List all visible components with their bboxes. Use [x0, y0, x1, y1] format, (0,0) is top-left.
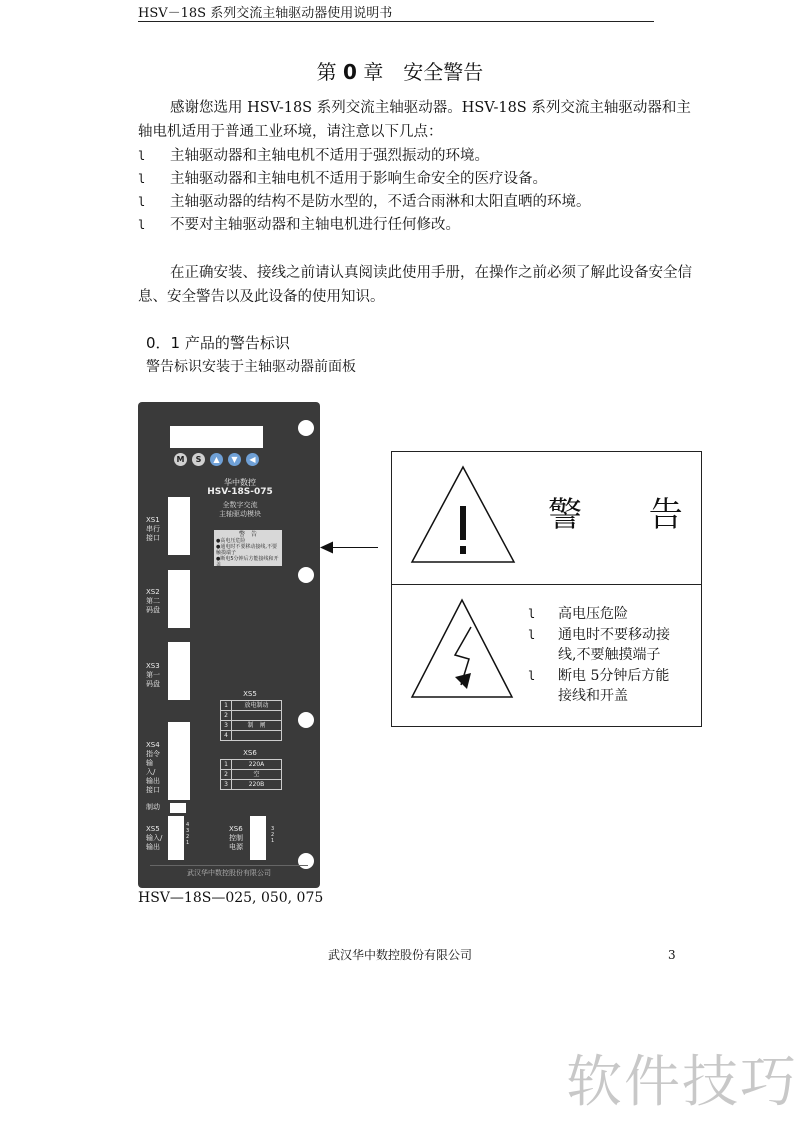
xs5-connector: [168, 816, 184, 860]
warning-sticker: [214, 530, 282, 566]
warning-title: 警 告: [548, 495, 711, 535]
drive-front-panel: [138, 402, 320, 888]
bullet-marker: l: [528, 669, 536, 683]
row-value: 制 闸: [247, 722, 266, 729]
row-number: 1: [221, 701, 232, 710]
xs3-id: XS3: [146, 662, 160, 670]
xs6-table: [220, 759, 282, 790]
warning-item-text: 断电 5分钟后方能: [558, 668, 670, 684]
panel-desc: 全数字交流: [222, 501, 258, 509]
section-subtitle: 警告标识安装于主轴驱动器前面板: [146, 359, 356, 375]
row-value: 放电制动: [244, 702, 269, 709]
watermark: 软件技巧: [566, 1050, 798, 1115]
pointer-arrow-line: [330, 547, 378, 548]
key-up-button: ▲: [210, 453, 223, 466]
chapter-suffix: 章 安全警告: [363, 60, 484, 84]
xs6-pin-numbers: 3 2 1: [271, 826, 275, 844]
bullet-text: 不要对主轴驱动器和主轴电机进行任何修改。: [170, 217, 460, 233]
arrow-left-icon: [320, 541, 334, 554]
panel-desc: 主轴驱动模块: [219, 510, 261, 518]
key-s-button: S: [192, 453, 205, 466]
panel-model: HSV-18S-075: [207, 487, 273, 497]
bullet-marker: l: [138, 172, 146, 186]
exclamation-warning-icon: [409, 464, 517, 566]
xs1-connector: [168, 497, 190, 555]
row-number: 3: [221, 721, 232, 730]
chapter-prefix: 第: [316, 60, 337, 84]
mounting-hole: [298, 567, 314, 583]
xs6-table-title: XS6: [243, 749, 257, 757]
brake-terminal: [170, 803, 186, 813]
xs5-table-title: XS5: [243, 690, 257, 698]
xs5-id: XS5: [146, 825, 160, 833]
key-left-button: ◀: [246, 453, 259, 466]
table-row: [221, 760, 281, 770]
row-number: 3: [221, 780, 232, 789]
row-value: 220B: [248, 781, 265, 788]
bullet-text: 主轴驱动器和主轴电机不适用于强烈振动的环境。: [170, 148, 489, 164]
table-row: [221, 780, 281, 789]
led-display: [170, 426, 263, 448]
xs3-label: [146, 662, 168, 689]
table-row: [221, 711, 281, 721]
row-value: 220A: [248, 761, 265, 768]
bullet-marker: l: [138, 149, 146, 163]
warning-item-text: 高电压危险: [558, 606, 628, 622]
bullet-text: 主轴驱动器和主轴电机不适用于影响生命安全的医疗设备。: [170, 171, 547, 187]
row-number: 2: [221, 711, 232, 720]
xs1-desc: 串行接口: [146, 525, 160, 542]
intro-paragraph: 感谢您选用 HSV-18S 系列交流主轴驱动器。HSV-18S 系列交流主轴驱动器和主轴电机适用于普通工业环境，请注意以下几点：: [138, 100, 691, 140]
xs3-connector: [168, 642, 190, 700]
bullet-marker: l: [528, 628, 536, 642]
sticker-title: 警 告: [238, 531, 257, 538]
row-value: [232, 711, 281, 720]
page-number: 3: [668, 948, 676, 962]
table-row: [221, 731, 281, 740]
sticker-line: ●断电5分钟后方能接线和开盖: [216, 556, 279, 568]
chapter-number: 0: [343, 60, 357, 84]
intro-bullet: [138, 191, 591, 214]
warning-box-divider: [391, 584, 702, 585]
xs5-label: [146, 825, 168, 852]
xs6-desc: 控制电源: [229, 834, 243, 851]
warning-item-text: 线,不要触摸端子: [558, 647, 661, 663]
warning-item: [528, 666, 669, 706]
warning-item-text: 接线和开盖: [558, 688, 628, 704]
xs6-id: XS6: [229, 825, 243, 833]
xs1-id: XS1: [146, 516, 160, 524]
bullet-marker: l: [138, 218, 146, 232]
xs4-id: XS4: [146, 741, 160, 749]
row-value: [232, 731, 281, 740]
notice-paragraph: 在正确安装、接线之前请认真阅读此使用手册，在操作之前必须了解此设备安全信息、安全警告以及此设备的使用知识。: [138, 265, 692, 305]
xs2-connector: [168, 570, 190, 628]
xs6-label: [229, 825, 251, 852]
xs2-id: XS2: [146, 588, 160, 596]
xs2-desc: 第二码盘: [146, 597, 160, 614]
xs5-pin-numbers: 4 3 2 1: [186, 822, 190, 846]
xs3-desc: 第一码盘: [146, 671, 160, 688]
xs4-connector: [168, 722, 190, 800]
mounting-hole: [298, 712, 314, 728]
brake-label: 制动: [146, 803, 160, 811]
sticker-line: ●通电时不要移动接线,不要触摸端子: [216, 544, 277, 556]
header-rule: [138, 21, 654, 22]
xs1-label: [146, 516, 168, 543]
xs4-label: [146, 741, 168, 795]
footer-company: 武汉华中数控股份有限公司: [327, 948, 472, 962]
warning-item: [528, 625, 670, 665]
brand-logo: 华中数控: [224, 478, 256, 487]
section-title: 0．1 产品的警告标识: [146, 334, 290, 352]
xs6-connector: [250, 816, 266, 860]
key-m-button: M: [174, 453, 187, 466]
warning-item-text: 通电时不要移动接: [558, 627, 670, 643]
table-row: [221, 770, 281, 780]
mounting-hole: [298, 420, 314, 436]
intro-bullet: [138, 214, 460, 237]
row-number: 2: [221, 770, 232, 779]
sticker-line: ●高电压危险: [216, 538, 246, 544]
running-header: HSV－18S 系列交流主轴驱动器使用说明书: [138, 6, 393, 21]
bullet-text: 主轴驱动器的结构不是防水型的，不适合雨淋和太阳直晒的环境。: [170, 194, 591, 210]
row-value: 空: [253, 771, 260, 778]
intro-bullet: [138, 168, 547, 191]
model-label: HSV—18S—025, 050, 075: [138, 890, 324, 906]
row-number: 1: [221, 760, 232, 769]
intro-bullet: [138, 145, 489, 168]
chapter-title: [0, 56, 800, 85]
row-number: 4: [221, 731, 232, 740]
high-voltage-icon: [409, 597, 515, 701]
table-row: [221, 701, 281, 711]
panel-footer: 武汉华中数控股份有限公司: [150, 865, 308, 880]
bullet-marker: l: [528, 607, 536, 621]
xs4-desc: 指令输入/输出接口: [146, 750, 160, 794]
warning-item: [528, 604, 628, 624]
xs5-table: [220, 700, 282, 741]
xs2-label: [146, 588, 168, 615]
table-row: [221, 721, 281, 731]
key-down-button: ▼: [228, 453, 241, 466]
bullet-marker: l: [138, 195, 146, 209]
xs5-desc: 输入/输出: [146, 834, 163, 851]
